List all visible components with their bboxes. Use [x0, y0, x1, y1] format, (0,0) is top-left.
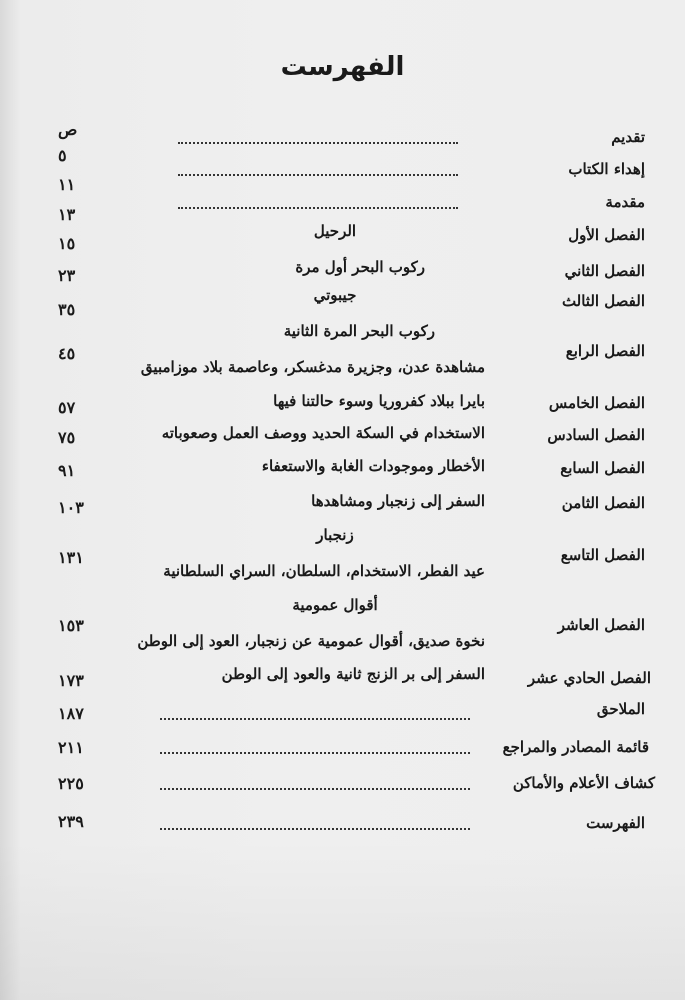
toc-entry	[0, 596, 685, 656]
toc-page: ٢١١	[58, 738, 84, 757]
toc-entry	[0, 665, 685, 691]
toc-page: ١٨٧	[58, 704, 84, 723]
toc-description: جيبوتي	[313, 286, 357, 304]
toc-description: الرحيل	[313, 222, 357, 240]
page-title: الفهرست	[280, 52, 405, 82]
toc-description: بايرا ببلاد كفروريا وسوء حالتنا فيها	[273, 392, 485, 410]
leader-dots	[178, 140, 458, 144]
toc-page: ٤٥	[58, 344, 76, 363]
leader-dots	[160, 750, 470, 754]
toc-description: نخوة صديق، أقوال عمومية عن زنجبار، العود إلى الوطن	[137, 632, 485, 650]
toc-chapter: الفصل الثالث	[561, 292, 645, 310]
toc-chapter: مقدمة	[605, 193, 645, 211]
toc-chapter: قائمة المصادر والمراجع	[502, 738, 649, 756]
toc-chapter: إهداء الكتاب	[568, 160, 645, 178]
toc-description: الأخطار وموجودات الغابة والاستعفاء	[261, 457, 485, 475]
toc-entry	[0, 526, 685, 586]
toc-description: ركوب البحر أول مرة	[295, 258, 425, 276]
toc-page: ٩١	[58, 461, 76, 480]
toc-chapter: تقديم	[611, 128, 645, 146]
leader-dots	[160, 786, 470, 790]
toc-chapter: الفصل السادس	[547, 426, 645, 444]
toc-page: ١٥٣	[58, 616, 84, 635]
toc-page: ٢٣	[58, 266, 76, 285]
toc-entry	[0, 810, 685, 836]
toc-page: ١٧٣	[58, 671, 84, 690]
leader-dots	[160, 716, 470, 720]
toc-description: السفر إلى زنجبار ومشاهدها	[311, 492, 485, 510]
leader-dots	[160, 826, 470, 830]
page-shadow	[0, 840, 685, 1000]
toc-chapter: الفصل الرابع	[565, 342, 645, 360]
toc-page: ٢٢٥	[58, 774, 84, 793]
toc-description: مشاهدة عدن، وجزيرة مدغسكر، وعاصمة بلاد موزامبيق	[140, 358, 485, 376]
toc-entry	[0, 700, 685, 726]
toc-description: زنجبار	[316, 526, 354, 544]
toc-description: الاستخدام في السكة الحديد ووصف العمل وصعوباته	[161, 424, 485, 442]
toc-chapter: الفصل الثامن	[561, 494, 645, 512]
toc-description: عيد الفطر، الاستخدام، السلطان، السراي السلطانية	[163, 562, 485, 580]
toc-entry	[0, 424, 685, 450]
toc-entry	[0, 770, 685, 796]
toc-page: ١٣	[58, 205, 76, 224]
toc-chapter: الفصل العاشر	[557, 616, 645, 634]
toc-chapter: الفصل الحادي عشر	[527, 669, 651, 687]
toc-chapter: الفصل السابع	[560, 459, 645, 477]
toc-chapter: الفصل الأول	[568, 226, 645, 244]
toc-entry	[0, 492, 685, 518]
toc-page: ٣٥	[58, 300, 76, 319]
toc-chapter: الملاحق	[596, 700, 645, 718]
toc-description: أقوال عمومية	[292, 596, 378, 614]
toc-page: ٥٧	[58, 398, 76, 417]
toc-page: ٢٣٩	[58, 812, 84, 831]
toc-chapter: الفصل التاسع	[560, 546, 645, 564]
toc-page: ١٠٣	[58, 498, 84, 517]
toc-chapter: الفصل الثاني	[564, 262, 645, 280]
toc-description: ركوب البحر المرة الثانية	[283, 322, 435, 340]
toc-entry	[0, 322, 685, 382]
toc-entry	[0, 457, 685, 483]
toc-description: السفر إلى بر الزنج ثانية والعود إلى الوطن	[221, 665, 485, 683]
toc-chapter: كشاف الأعلام والأماكن	[512, 774, 655, 792]
toc-chapter: الفهرست	[586, 814, 645, 832]
page-column-header: ص	[58, 120, 78, 139]
toc-page: ١١	[58, 175, 76, 194]
toc-entry	[0, 258, 685, 284]
toc-chapter: الفصل الخامس	[548, 394, 645, 412]
toc-entry	[0, 392, 685, 418]
toc-page: ١٣١	[58, 548, 84, 567]
toc-page: ٧٥	[58, 428, 76, 447]
toc-entry	[0, 286, 685, 319]
toc-entry	[0, 222, 685, 253]
toc-entry	[0, 734, 685, 760]
toc-page: ٥	[58, 146, 67, 165]
toc-page: ١٥	[58, 234, 76, 253]
